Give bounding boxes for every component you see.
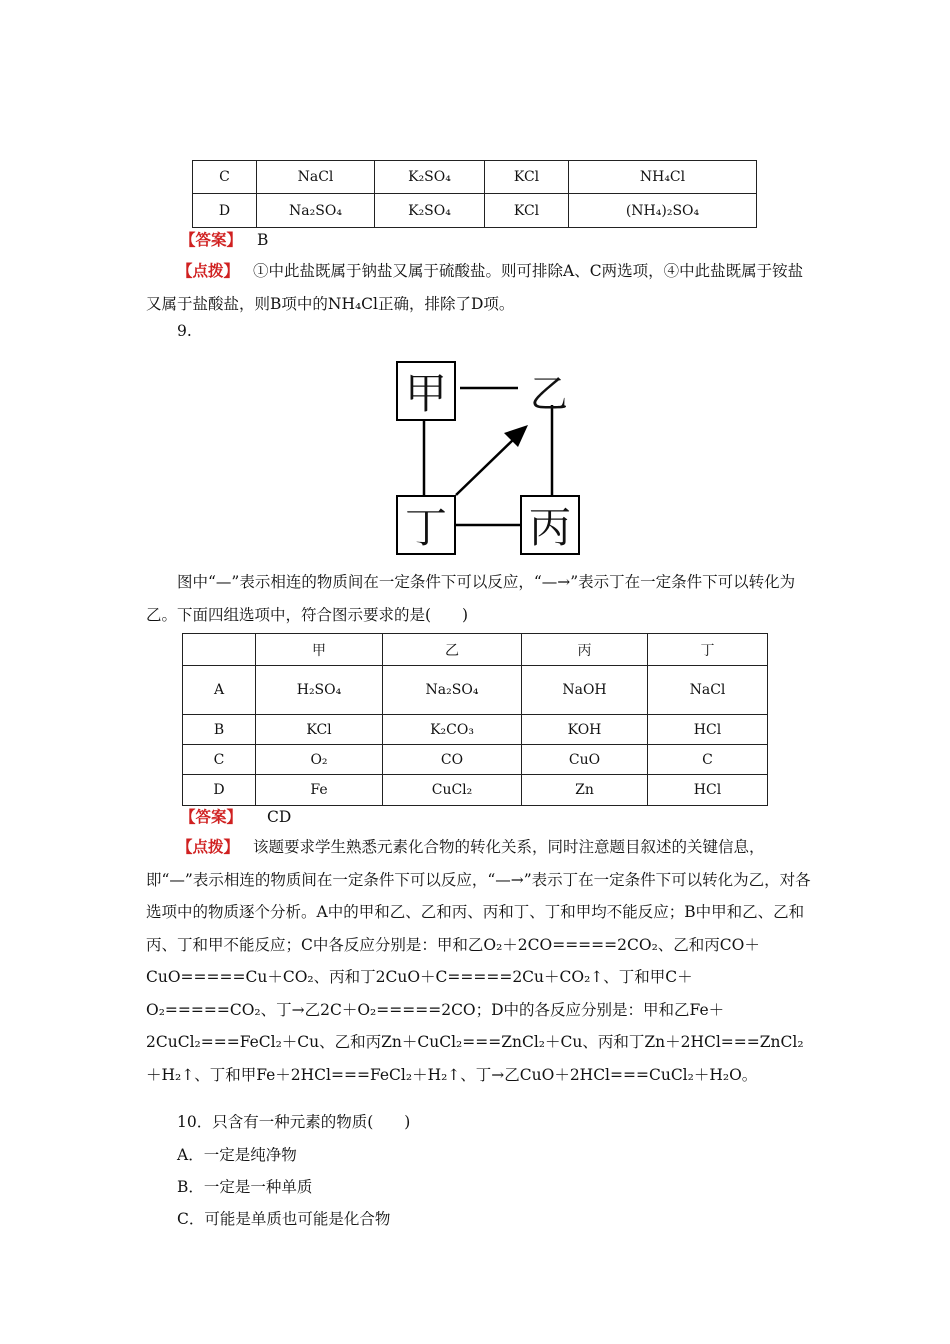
header-cell (183, 634, 256, 666)
table-cell: A (183, 666, 256, 715)
hint-text: ①中此盐既属于钠盐又属于硫酸盐。则可排除A、C两选项，④中此盐既属于铵盐又属于盐酸盐，则B项中的NH₄Cl正确，排除了D项。 (146, 262, 804, 313)
hint-tag: 【点拨】 (177, 261, 240, 280)
q8-hint (146, 255, 816, 320)
answer-value: B (256, 231, 269, 249)
box-jia: 甲 (396, 361, 456, 421)
q9-hint (146, 831, 816, 1091)
table-header-row (183, 634, 768, 666)
table-row (183, 745, 768, 775)
table-cell: Fe (256, 775, 383, 806)
question-number: 9. (177, 322, 192, 340)
table-cell: HCl (648, 715, 768, 745)
table-cell: KCl (485, 161, 569, 194)
table-cell: C (193, 161, 257, 194)
table-salts (192, 160, 757, 228)
answer-value: CD (266, 808, 292, 826)
header-cell: 丙 (522, 634, 648, 666)
q9-answer (180, 805, 291, 827)
table-cell: KCl (256, 715, 383, 745)
q8-answer (180, 228, 268, 250)
table-cell: CuO (522, 745, 648, 775)
table-cell: K₂SO₄ (375, 161, 485, 194)
table-cell: B (183, 715, 256, 745)
q9-stem: 图中“—”表示相连的物质间在一定条件下可以反应，“—→”表示丁在一定条件下可以转化为乙。下面四组选项中，符合图示要求的是( ) (146, 573, 796, 624)
table-cell: NaOH (522, 666, 648, 715)
answer-tag: 【答案】 (180, 807, 243, 826)
header-cell: 丁 (648, 634, 768, 666)
table-cell: NaCl (257, 161, 375, 194)
table-cell: CuCl₂ (383, 775, 522, 806)
table-cell: K₂CO₃ (383, 715, 522, 745)
table-cell: H₂SO₄ (256, 666, 383, 715)
table-cell: Na₂SO₄ (383, 666, 522, 715)
header-cell: 乙 (383, 634, 522, 666)
table-cell: Na₂SO₄ (257, 194, 375, 228)
table-cell: HCl (648, 775, 768, 806)
hint-text: 该题要求学生熟悉元素化合物的转化关系，同时注意题目叙述的关键信息，即“—”表示相连的物质间在一定条件下可以反应，“—→”表示丁在一定条件下可以转化为乙，对各选项中的物质逐个分析。A中的甲和乙、乙和丙、丙和丁、丁和甲均不能反应；B中甲和乙、乙和丙、丁和甲不能反应；C中各反应分别是：甲和乙O₂＋2CO=====2CO₂、乙和丙CO＋CuO=====Cu＋CO₂、丙和丁2CuO＋C=====2Cu＋CO₂↑、丁和甲C＋O₂=====CO₂、丁→乙2C＋O₂=====2CO；D中的各反应分别是：甲和乙Fe＋2CuCl₂===FeCl₂＋Cu、乙和丙Zn＋CuCl₂===ZnCl₂＋Cu、丙和丁Zn＋2HCl===ZnCl₂＋H₂↑、丁和甲Fe＋2HCl===FeCl₂＋H₂↑、丁→乙CuO＋2HCl===CuCl₂＋H₂O。 (146, 838, 811, 1084)
header-cell: 甲 (256, 634, 383, 666)
option-b: B．一定是一种单质 (177, 1178, 313, 1196)
table-cell: KCl (485, 194, 569, 228)
table-cell: D (193, 194, 257, 228)
table-row (183, 666, 768, 715)
table-cell: K₂SO₄ (375, 194, 485, 228)
hint-tag: 【点拨】 (177, 837, 240, 856)
table-cell: C (648, 745, 768, 775)
box-ding: 丁 (396, 495, 456, 555)
table-row (183, 715, 768, 745)
table-row (193, 194, 757, 228)
table-options (182, 633, 768, 806)
table-cell: CO (383, 745, 522, 775)
table-cell: (NH₄)₂SO₄ (569, 194, 757, 228)
arrow-ding-yi (456, 437, 516, 495)
table-row (193, 161, 757, 194)
table-cell: NaCl (648, 666, 768, 715)
label-yi: 乙 (530, 372, 569, 416)
reaction-diagram (390, 355, 590, 560)
q10-stem: 10．只含有一种元素的物质( ) (177, 1113, 411, 1131)
option-c: C．可能是单质也可能是化合物 (177, 1210, 391, 1228)
table-cell: C (183, 745, 256, 775)
table-cell: D (183, 775, 256, 806)
box-bing: 丙 (520, 495, 580, 555)
option-a: A．一定是纯净物 (177, 1146, 297, 1164)
table-cell: O₂ (256, 745, 383, 775)
table-cell: Zn (522, 775, 648, 806)
table-cell: KOH (522, 715, 648, 745)
table-cell: NH₄Cl (569, 161, 757, 194)
answer-tag: 【答案】 (180, 230, 243, 249)
table-row (183, 775, 768, 806)
